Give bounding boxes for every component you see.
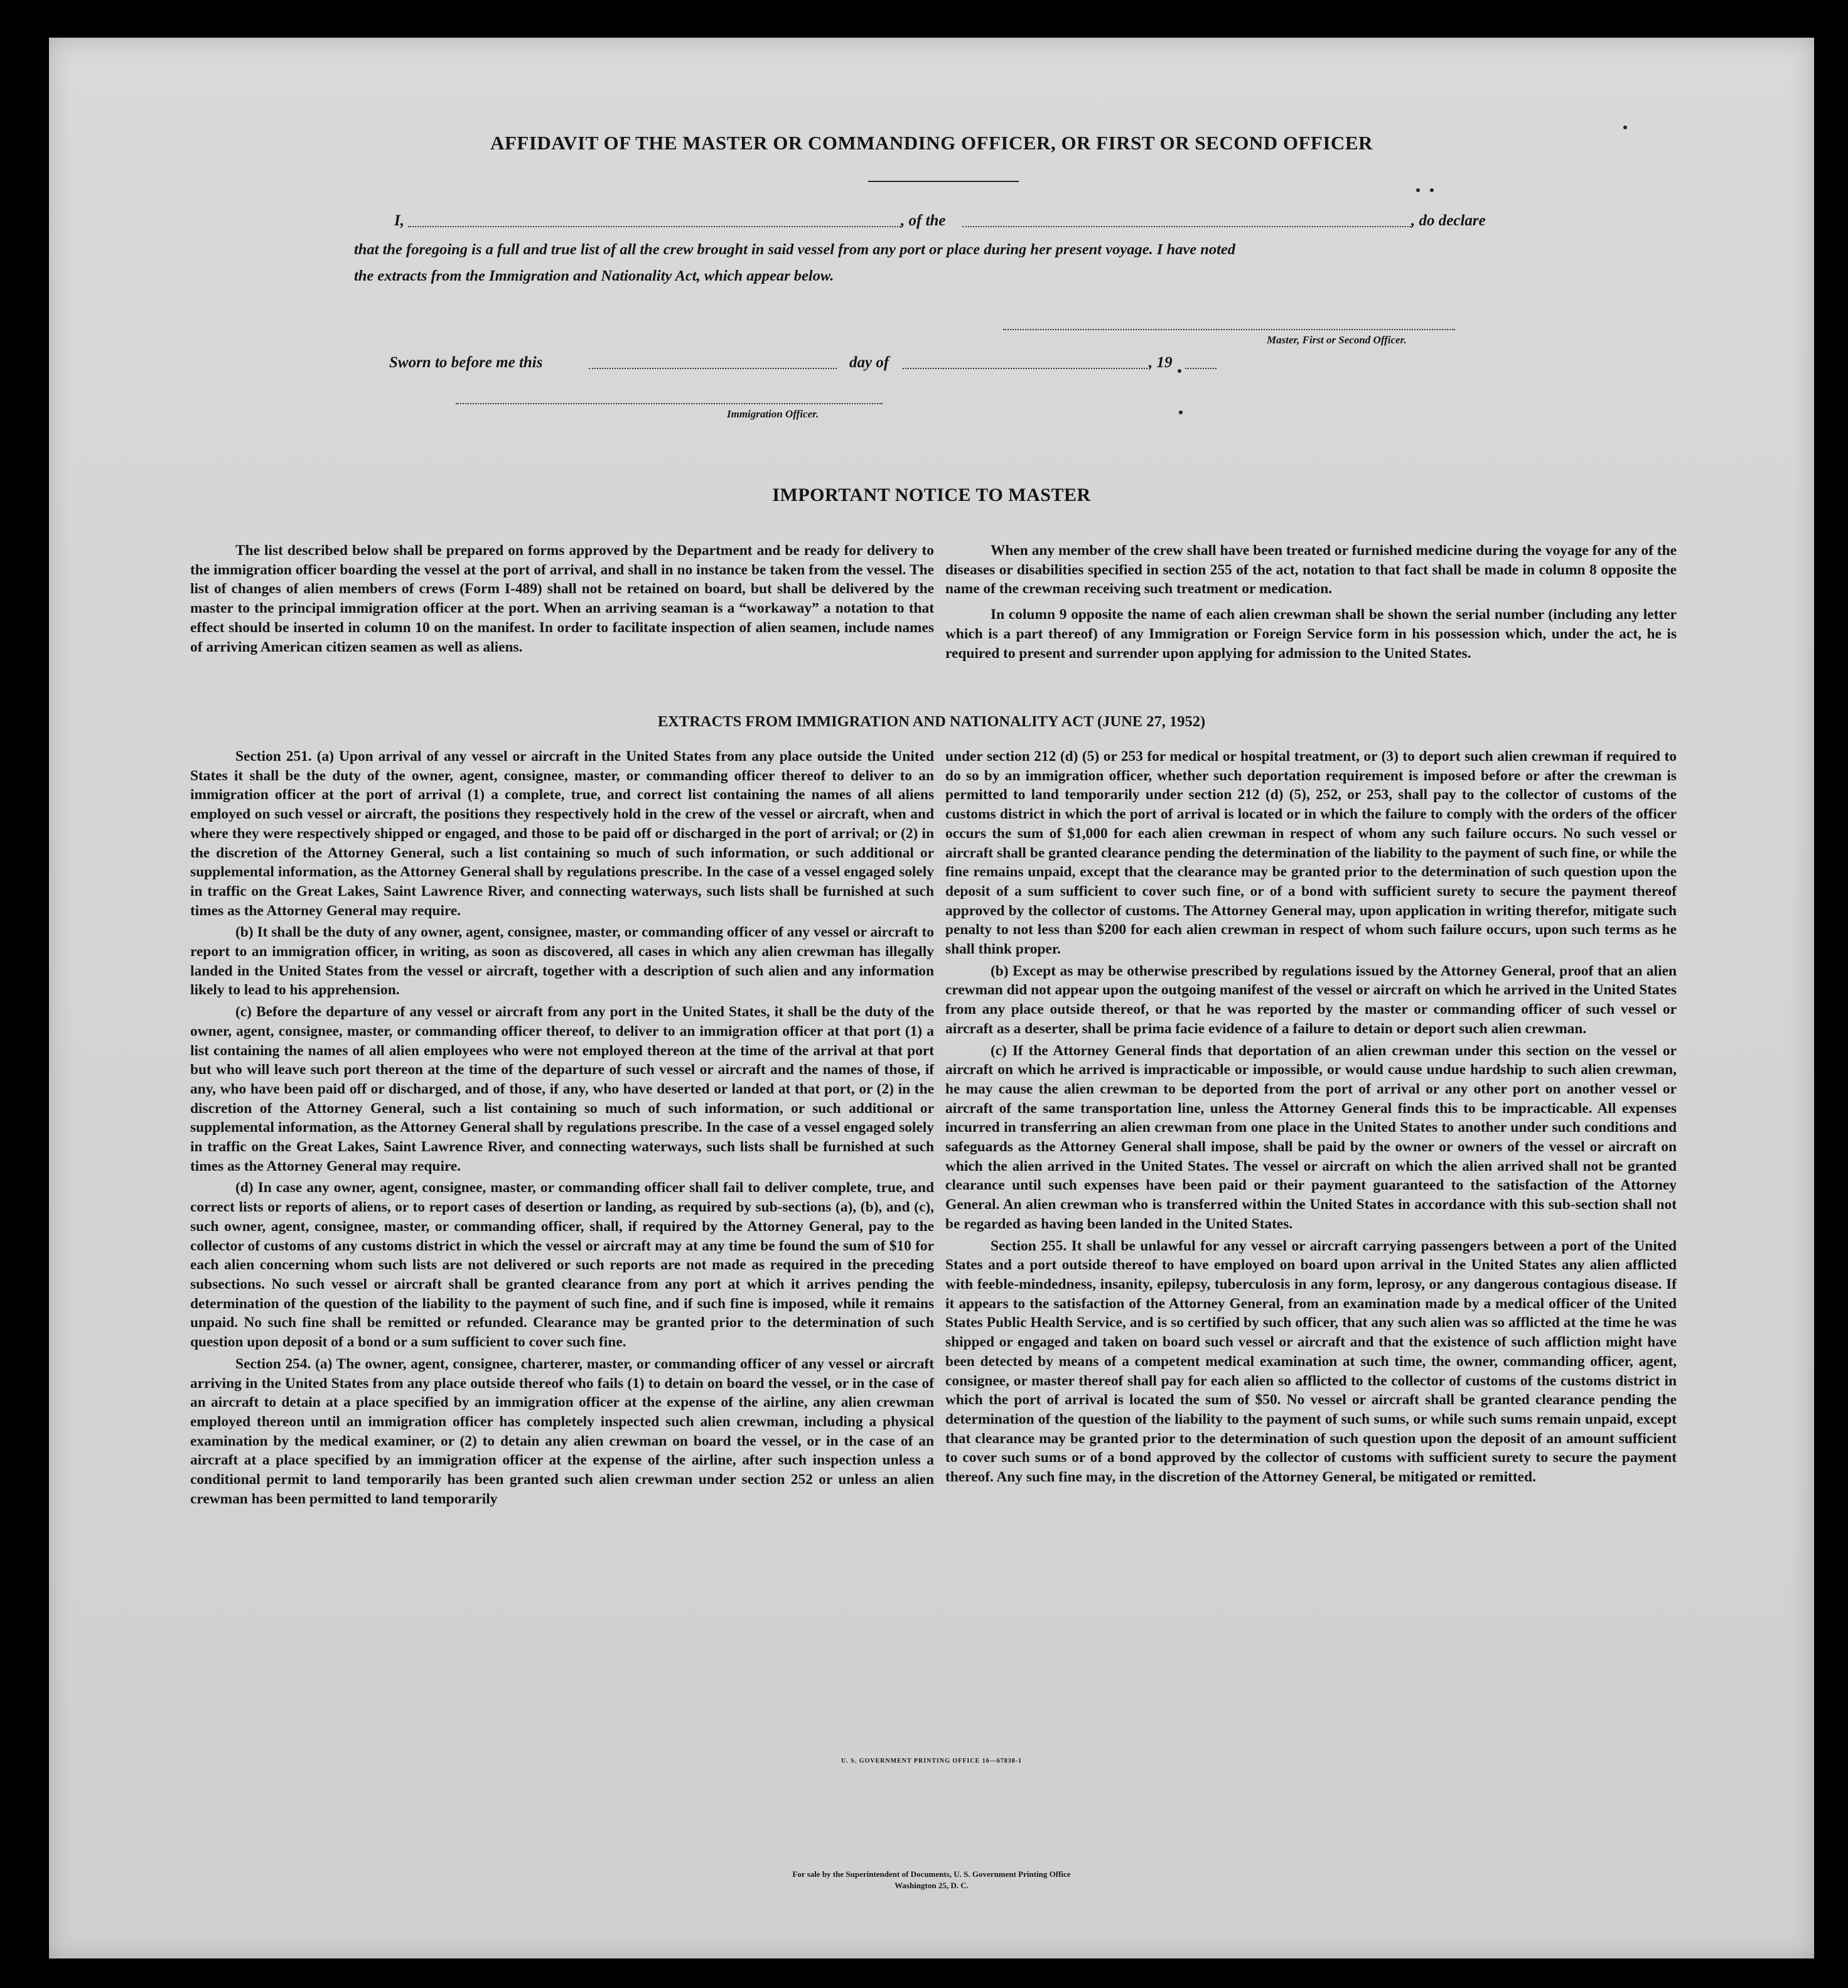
printing-office-line: U. S. GOVERNMENT PRINTING OFFICE 16—67838-1 <box>841 1758 1023 1765</box>
officer-signature-field[interactable] <box>456 403 883 404</box>
ink-dot <box>1430 188 1434 192</box>
year-label: , 19 <box>1149 354 1173 371</box>
i-label: I, <box>394 212 404 229</box>
scanned-form-page <box>49 38 1814 1958</box>
extract-paragraph: (d) In case any owner, agent, consignee, master, or commanding officer shall fail to deliver complete, true, and correct lists or reports of aliens, or to report cases of desertion or landing, as required by sub-sections (a), (b), and (c), such owner, agent, consignee, master, or commanding officer, shall, if required by the Attorney General, pay to the collector of customs of any customs district in which the vessel or aircraft may at any time be found the sum of $10 for each alien concerning whom such lists are not delivered or such reports are not made as required in the preceding subsections. No such vessel or aircraft shall be granted clearance from any port at which it arrives pending the determination of the question of the liability to the payment of such fine, and if such fine is imposed, while it remains unpaid. No such fine shall be remitted or refunded. Clearance may be granted prior to the determination of such question upon deposit of a bond or a sum sufficient to cover such fine. <box>190 1179 934 1351</box>
ink-dot <box>1178 369 1181 373</box>
extract-paragraph: Section 254. (a) The owner, agent, consignee, charterer, master, or commanding officer of any vessel or aircraft arriving in the United States from any place outside thereof who fails (1) to detain on board the vessel, or in the case of an aircraft to detain at a place specified by an immigration officer at the expense of the airline, any alien crewman employed thereon until an immigration officer has completely inspected such alien crewman, including a physical examination by the medical examiner, or (2) to detain any alien crewman on board the vessel, or in the case of an aircraft at a place specified by an immigration officer at the expense of the airline, after such inspection unless a conditional permit to land temporarily has been granted such alien crewman under section 252 or unless an alien crewman has been permitted to land temporarily <box>190 1355 934 1507</box>
affidavit-title: AFFIDAVIT OF THE MASTER OR COMMANDING OFFICER, OR FIRST OR SECOND OFFICER <box>490 132 1373 154</box>
extract-paragraph: (c) If the Attorney General finds that deportation of an alien crewman under this section on the vessel or aircraft on which he arrived is impracticable or impossible, or would cause undue hardship to such alien crewman, he may cause the alien crewman to be deported from the port of arrival or any other port on another vessel or aircraft of the same transportation line, unless the Attorney General finds this to be impracticable. All expenses incurred in transferring an alien crewman from one place in the United States to another under such conditions and safeguards as the Attorney General shall impose, shall be paid by the owner or owners of the vessel or aircraft on which the alien arrived in the United States. The vessel or aircraft on which the alien arrived shall not be granted clearance until such expenses have been paid or their payment guaranteed to the satisfaction of the Attorney General. An alien crewman who is transferred within the United States in accordance with this sub-section shall not be regarded as having been landed in the United States. <box>945 1042 1677 1232</box>
ink-dot <box>1179 411 1183 414</box>
of-the-label: , of the <box>901 212 946 229</box>
master-signature-field[interactable] <box>1003 329 1455 330</box>
notice-left-paragraph: The list described below shall be prepared on forms approved by the Department and be ready for delivery to the immigration officer boarding the vessel at the port of arrival, and shall in no instance be taken from the vessel. The list of changes of alien members of crews (Form I-489) shall not be retained on board, but shall be delivered by the master to the principal immigration officer at the port. When an arriving seaman is a “workaway” a notation to that effect should be inserted in column 10 on the manifest. In order to facilitate inspection of alien seamen, include names of arriving American citizen seamen as well as aliens. <box>190 542 934 655</box>
sworn-label: Sworn to before me this <box>389 354 543 371</box>
title-underline <box>868 181 1019 182</box>
do-declare-label: , do declare <box>1411 212 1486 229</box>
declaration-line-2: the extracts from the Immigration and Nationality Act, which appear below. <box>354 267 834 284</box>
notice-right-paragraph-2: In column 9 opposite the name of each alien crewman shall be shown the serial number (including any letter which is a part thereof) of any Immigration or Foreign Service form in his possession which, under the act, he is required to present and surrender upon applying for admission to the United States. <box>945 606 1677 662</box>
name-field[interactable] <box>408 226 901 227</box>
extract-paragraph: (c) Before the departure of any vessel or aircraft from any port in the United States, it shall be the duty of the owner, agent, consignee, master, or commanding officer thereof, to deliver to an immigration officer at that port (1) a list containing the names of all alien employees who were not employed thereon at the time of the arrival at that port but who will leave such port thereon at the time of the departure of such vessel or aircraft and the names of those, if any, who have been paid off or discharged, and of those, if any, who have deserted or landed at that port, or (2) in the discretion of the Attorney General, such a list containing so much of such information, or such additional or supplemental information, as the Attorney General shall by regulations prescribe. In the case of a vessel engaged solely in traffic on the Great Lakes, Saint Lawrence River, and connecting waterways, such lists shall be furnished at such times as the Attorney General may require. <box>190 1004 934 1174</box>
extract-paragraph: Section 255. It shall be unlawful for any vessel or aircraft carrying passengers between a port of the United States and a port outside thereof to have employed on board upon arrival in the United States any alien afflicted with feeble-mindedness, insanity, epilepsy, tuberculosis in any form, leprosy, or any dangerous contagious disease. If it appears to the satisfaction of the Attorney General, from an examination made by a medical officer of the United States Public Health Service, and is so certified by such officer, that any such alien was so afflicted at the time he was shipped or engaged and taken on board such vessel or aircraft and that the existence of such affliction might have been detected by means of a competent medical examination at such time, the owner, commanding officer, agent, consignee, or master thereof shall pay for each alien so afflicted to the collector of customs of the customs district in which the port of arrival is located the sum of $50. No vessel or aircraft shall be granted clearance pending the determination of the question of the liability to the payment of such sums, or while such sums remain unpaid, except that clearance may be granted prior to the determination of such question upon the deposit of an amount sufficient to cover such sums or of a bond approved by the collector of customs with sufficient surety to secure the payment thereof. Any such fine may, in the discretion of the Attorney General, be mitigated or remitted. <box>945 1237 1677 1486</box>
extract-paragraph: under section 212 (d) (5) or 253 for medical or hospital treatment, or (3) to deport such alien crewman if required to do so by an immigration officer, whether such deportation requirement is imposed before or after the crewman is permitted to land temporarily under section 212 (d) (5), 252, or 253, shall pay to the collector of customs of the customs district in which the port of arrival is located or in which the failure to comply with the orders of the officer occurs the sum of $1,000 for each alien crewman in respect of whom any such failure occurs. No such vessel or aircraft shall be granted clearance pending the determination of the liability to the payment of such fine, or while the fine remains unpaid, except that the clearance may be granted prior to the determination of such question upon the deposit of a sum sufficient to cover such fine, or of a bond with sufficient surety to secure the payment thereof approved by the collector of customs. The Attorney General may, upon application in writing therefor, mitigate such penalty to not less than $200 for each alien crewman in respect of whom such failure occurs, upon such terms as he shall think proper. <box>945 748 1677 958</box>
notice-right-paragraph-1: When any member of the crew shall have been treated or furnished medicine during the voyage for any of the diseases or disabilities specified in section 255 of the act, notation to that fact shall be made in column 8 opposite the name of the crewman receiving such treatment or medication. <box>945 542 1677 598</box>
notice-left-column <box>190 541 934 659</box>
extract-paragraph: Section 251. (a) Upon arrival of any vessel or aircraft in the United States from any place outside the United States it shall be the duty of the owner, agent, consignee, master, or commanding officer thereof to deliver to an immigration officer at the port of arrival (1) a complete, true, and correct list containing the names of all aliens employed on such vessel or aircraft, the positions they respectively hold in the crew of the vessel or aircraft, when and where they were respectively shipped or engaged, and those to be paid off or discharged in the port of arrival; or (2) in the discretion of the Attorney General, such a list containing so much of such information, or such additional or supplemental information, as the Attorney General shall by regulations prescribe. In the case of a vessel engaged solely in traffic on the Great Lakes, Saint Lawrence River, and connecting waterways, such lists shall be furnished at such times as the Attorney General may require. <box>190 748 934 919</box>
officer-signature-caption: Immigration Officer. <box>727 408 819 420</box>
extract-paragraph: (b) It shall be the duty of any owner, agent, consignee, master, or commanding officer of any vessel or aircraft to report to an immigration officer, in writing, as soon as discovered, all cases in which any alien crewman has illegally landed in the United States from the vessel or aircraft, together with a description of such alien and any information likely to lead to his apprehension. <box>190 924 934 999</box>
extract-paragraph: (b) Except as may be otherwise prescribed by regulations issued by the Attorney General, proof that an alien crewman did not appear upon the outgoing manifest of the vessel or aircraft on which he arrived in the United States from any place outside thereof, or that he was reported by the master or commanding officer of such vessel or aircraft as a deserter, shall be prima facie evidence of a failure to detain or deport such alien crewman. <box>945 962 1677 1037</box>
notice-title: IMPORTANT NOTICE TO MASTER <box>772 485 1091 505</box>
master-signature-caption: Master, First or Second Officer. <box>1267 334 1407 346</box>
extracts-title: EXTRACTS FROM IMMIGRATION AND NATIONALITY ACT (JUNE 27, 1952) <box>657 713 1206 730</box>
notice-right-column <box>945 541 1677 665</box>
sale-line-2: Washington 25, D. C. <box>894 1881 969 1890</box>
extracts-left-column <box>190 747 934 1511</box>
day-of-label: day of <box>849 354 889 371</box>
extracts-right-column <box>945 747 1677 1490</box>
sworn-year-field[interactable] <box>1185 368 1217 369</box>
sworn-month-field[interactable] <box>903 368 1147 369</box>
ink-dot <box>1623 126 1627 129</box>
vessel-field[interactable] <box>962 226 1411 227</box>
declaration-line-1: that the foregoing is a full and true list of all the crew brought in said vessel from any port or place during her present voyage. I have noted <box>354 241 1236 258</box>
sworn-day-field[interactable] <box>589 368 837 369</box>
sale-line-1: For sale by the Superintendent of Documents, U. S. Government Printing Office <box>792 1869 1071 1879</box>
bleed-through-text <box>1656 94 1715 113</box>
ink-dot <box>1416 188 1420 192</box>
